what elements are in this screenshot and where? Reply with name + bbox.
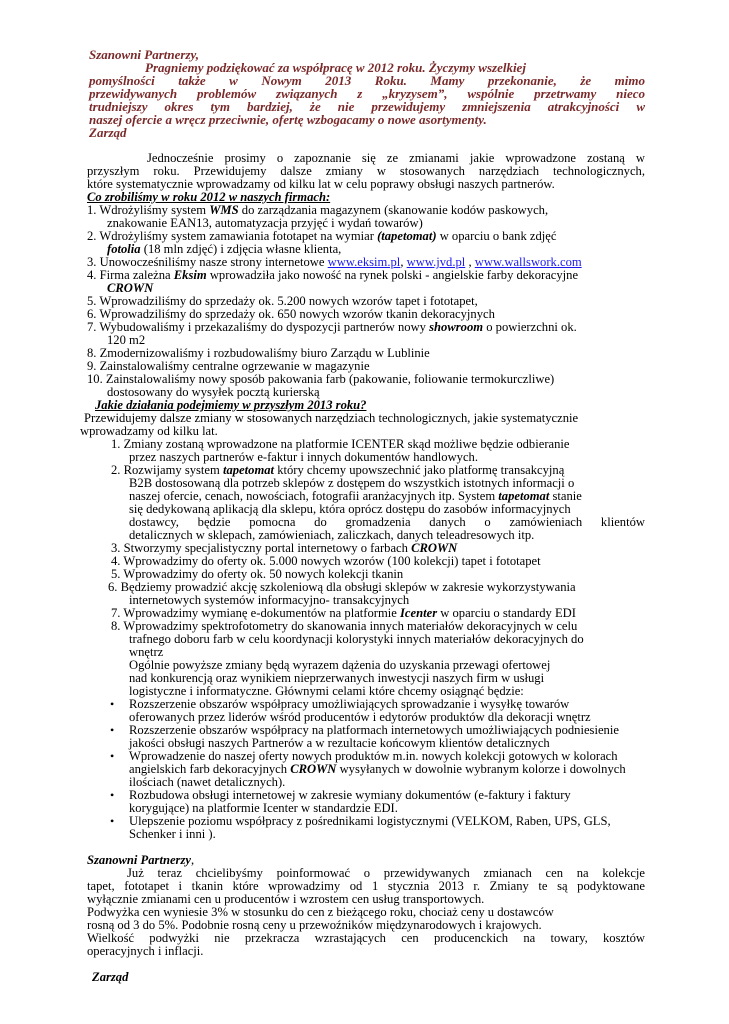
- list-item-cont: CROWN: [107, 281, 154, 295]
- greeting-salutation: Szanowni Partnerzy,: [89, 47, 200, 62]
- plan-item-cont: dostawcy, będzie pomocna do gromadzenia danych o zamówieniach klientów: [129, 515, 645, 529]
- list-item-cont: fotolia (18 mln zdjęć) i zdjęcia własne klienta,: [107, 242, 342, 256]
- plan-item-cont: przez naszych partnerów e-faktur i innych dokumentów handlowych.: [129, 450, 479, 464]
- bullet-item: Rozszerzenie obszarów współpracy umożliwiających sprowadzanie i wysyłkę towarów: [129, 697, 570, 711]
- bullet-icon: •: [110, 788, 115, 802]
- plans-intro-line: wprowadzamy od kilku lat.: [80, 424, 218, 438]
- list-item: 9. Zainstalowaliśmy centralne ogrzewanie w magazynie: [87, 359, 370, 373]
- bullet-icon: •: [110, 723, 115, 737]
- plan-item: 1. Zmiany zostaną wprowadzone na platformie ICENTER skąd możliwe będzie odbieranie: [111, 437, 570, 451]
- list-item-cont: 120 m2: [107, 333, 146, 347]
- list-item: 2. Wdrożyliśmy system zamawiania fototapet na wymiar (tapetomat) w oparciu o bank zdjęć: [87, 229, 557, 243]
- closing-line: operacyjnych i inflacji.: [87, 944, 204, 958]
- plan-item-cont: wnętrz: [129, 645, 164, 659]
- closing-line: Już teraz chcielibyśmy poinformować o przewidywanych zmianach cen na kolekcje: [127, 866, 645, 880]
- link-eksim[interactable]: www.eksim.pl: [327, 255, 401, 269]
- section-heading-2012: Co zrobiliśmy w roku 2012 w naszych firmach:: [87, 190, 331, 204]
- list-item: 6. Wprowadziliśmy do sprzedaży ok. 650 nowych wzorów tkanin dekoracyjnych: [87, 307, 495, 321]
- plans-intro-line: Przewidujemy dalsze zmiany w stosowanych narzędziach technologicznych, jakie systematycznie: [84, 411, 579, 425]
- bullet-item-cont: Schenker i inni ).: [129, 827, 216, 841]
- list-item: 1. Wdrożyliśmy system WMS do zarządzania magazynem (skanowanie kodów paskowych,: [87, 203, 549, 217]
- plan-item-cont: naszej ofercie, cenach, nowościach, fotografii aranżacyjnych itp. System tapetomat stanie: [129, 489, 582, 503]
- plan-item: 7. Wprowadzimy wymianę e-dokumentów na platformie Icenter w oparciu o standardy EDI: [111, 606, 576, 620]
- intro-line: Jednocześnie prosimy o zapoznanie się ze zmianami jakie wprowadzone zostaną w: [147, 151, 645, 165]
- bullet-item: Rozszerzenie obszarów współpracy na platformach internetowych umożliwiających podniesienie: [129, 723, 619, 737]
- list-item: 3. Unowocześniliśmy nasze strony internetowe www.eksim.pl, www.jvd.pl , www.wallswork.com: [87, 255, 582, 269]
- greeting-line: przewidywanych problemów związanych z „kryzysem”, wspólnie przetrwamy nieco: [89, 86, 645, 101]
- plan-item-cont: B2B dostosowaną dla potrzeb sklepów z dostępem do wszystkich istotnych informacji o: [129, 476, 575, 490]
- list-item: 4. Firma zależna Eksim wprowadziła jako nowość na rynek polski - angielskie farby dekoracyjne: [87, 268, 579, 282]
- plan-item-cont: trafnego doboru farb w celu koordynacji kolorystyki innych materiałów dekoracyjnych do: [129, 632, 584, 646]
- bullet-item-cont: jakości obsługi naszych Partnerów a w rezultacie końcowym klientów detalicznych: [129, 736, 550, 750]
- bullet-item: Ulepszenie poziomu współpracy z pośrednikami logistycznymi (VELKOM, Raben, UPS, GLS,: [129, 814, 611, 828]
- closing-line: Podwyżka cen wyniesie 3% w stosunku do cen z bieżącego roku, chociaż ceny u dostawców: [87, 905, 554, 919]
- greeting-line: pomyślności także w Nowym 2013 Roku. Mamy przekonanie, że mimo: [89, 73, 645, 88]
- section-heading-2013: Jakie działania podejmiemy w przyszłym 2013 roku?: [95, 398, 367, 412]
- plan-item: 3. Stworzymy specjalistyczny portal internetowy o farbach CROWN: [111, 541, 458, 555]
- bullet-item: Rozbudowa obsługi internetowej w zakresie wymiany dokumentów (e-faktury i faktury: [129, 788, 571, 802]
- greeting-signature: Zarząd: [89, 125, 127, 140]
- plan-item: 8. Wprowadzimy spektrofotometry do skanowania innych materiałów dekoracyjnych w celu: [111, 619, 578, 633]
- intro-line: które systematycznie wprowadzamy od kilku lat w celu poprawy obsługi naszych partnerów.: [87, 177, 555, 191]
- bullet-item-cont: korygujące) na platformie Icenter w standardzie EDI.: [129, 801, 398, 815]
- summary-line: logistyczne i informatyczne. Głównymi celami które chcemy osiągnąć będzie:: [129, 684, 524, 698]
- plan-item: 5. Wprowadzimy do oferty ok. 50 nowych kolekcji tkanin: [111, 567, 404, 581]
- bullet-item-cont: ilościach (nawet detalicznych).: [129, 775, 286, 789]
- intro-line: przyszłym roku. Przewidujemy dalsze zmiany w stosowanych narzędziach technologicznych,: [87, 164, 645, 178]
- bullet-icon: •: [110, 814, 115, 828]
- plan-item: 4. Wprowadzimy do oferty ok. 5.000 nowych wzorów (100 kolekcji) tapet i fototapet: [111, 554, 541, 568]
- list-item: 8. Zmodernizowaliśmy i rozbudowaliśmy biuro Zarządu w Lublinie: [87, 346, 430, 360]
- bullet-item: Wprowadzenie do naszej oferty nowych produktów m.in. nowych kolekcji gotowych w kolorach: [129, 749, 618, 763]
- plan-item-cont: internetowych systemów informacyjno- transakcyjnych: [129, 593, 410, 607]
- plan-item-cont: detalicznych w sklepach, zamówieniach, zaliczkach, danych teleadresowych itp.: [129, 528, 535, 542]
- greeting-line: trudniejszy okres tym bardziej, że nie przewidujemy zmniejszenia atrakcyjności w: [89, 99, 645, 114]
- closing-line: Wielkość podwyżki nie przekracza wzrastających cen producenckich na towary, kosztów: [87, 931, 645, 945]
- list-item-cont: dostosowany do wysyłek pocztą kurierską: [107, 385, 320, 399]
- closing-salutation: Szanowni Partnerzy,: [87, 853, 195, 867]
- bullet-item-cont: oferowanych przez liderów wśród producentów i edytorów produktów dla dekoracji wnętrz: [129, 710, 591, 724]
- plan-item: 2. Rozwijamy system tapetomat który chcemy upowszechnić jako platformę transakcyjną: [111, 463, 565, 477]
- closing-line: rosną od 3 do 5%. Podobnie rosną ceny u przewoźników międzynarodowych i krajowych.: [87, 918, 542, 932]
- bullet-icon: •: [110, 749, 115, 763]
- summary-line: nad konkurencją oraz wynikiem nieprzerwanych inwestycji naszych firm w usługi: [129, 671, 545, 685]
- list-item: 5. Wprowadziliśmy do sprzedaży ok. 5.200 nowych wzorów tapet i fototapet,: [87, 294, 478, 308]
- list-item: 7. Wybudowaliśmy i przekazaliśmy do dyspozycji partnerów nowy showroom o powierzchni ok.: [87, 320, 577, 334]
- greeting-line: Pragniemy podziękować za współpracę w 2012 roku. Życzymy wszelkiej: [145, 60, 526, 75]
- closing-line: tapet, fototapet i tkanin które wprowadzimy od 1 stycznia 2013 r. Zmiany te są podyktowane: [87, 879, 645, 893]
- closing-line: wyłącznie zmianami cen u producentów i wzrostem cen usług transportowych.: [87, 892, 485, 906]
- list-item: 10. Zainstalowaliśmy nowy sposób pakowania farb (pakowanie, foliowanie termokurczliwe): [87, 372, 555, 386]
- list-item-cont: znakowanie EAN13, automatyzacja przyjęć i wydań towarów): [107, 216, 423, 230]
- link-jvd[interactable]: www.jvd.pl: [406, 255, 466, 269]
- plan-item: 6. Będziemy prowadzić akcję szkoleniową dla obsługi sklepów w zakresie wykorzystywania: [108, 580, 576, 594]
- bullet-icon: •: [110, 697, 115, 711]
- bullet-item-cont: angielskich farb dekoracyjnych CROWN wysyłanych w dowolnie wybranym kolorze i dowolnych: [129, 762, 626, 776]
- link-wallswork[interactable]: www.wallswork.com: [474, 255, 582, 269]
- closing-signature: Zarząd: [92, 970, 129, 984]
- plan-item-cont: się dedykowaną aplikacją dla sklepu, która oprócz dostępu do zasobów informacyjnych: [129, 502, 571, 516]
- summary-line: Ogólnie powyższe zmiany będą wyrazem dążenia do uzyskania przewagi ofertowej: [129, 658, 551, 672]
- greeting-line: naszej ofercie a wręcz przeciwnie, ofertę wzbogacamy o nowe asortymenty.: [89, 112, 487, 127]
